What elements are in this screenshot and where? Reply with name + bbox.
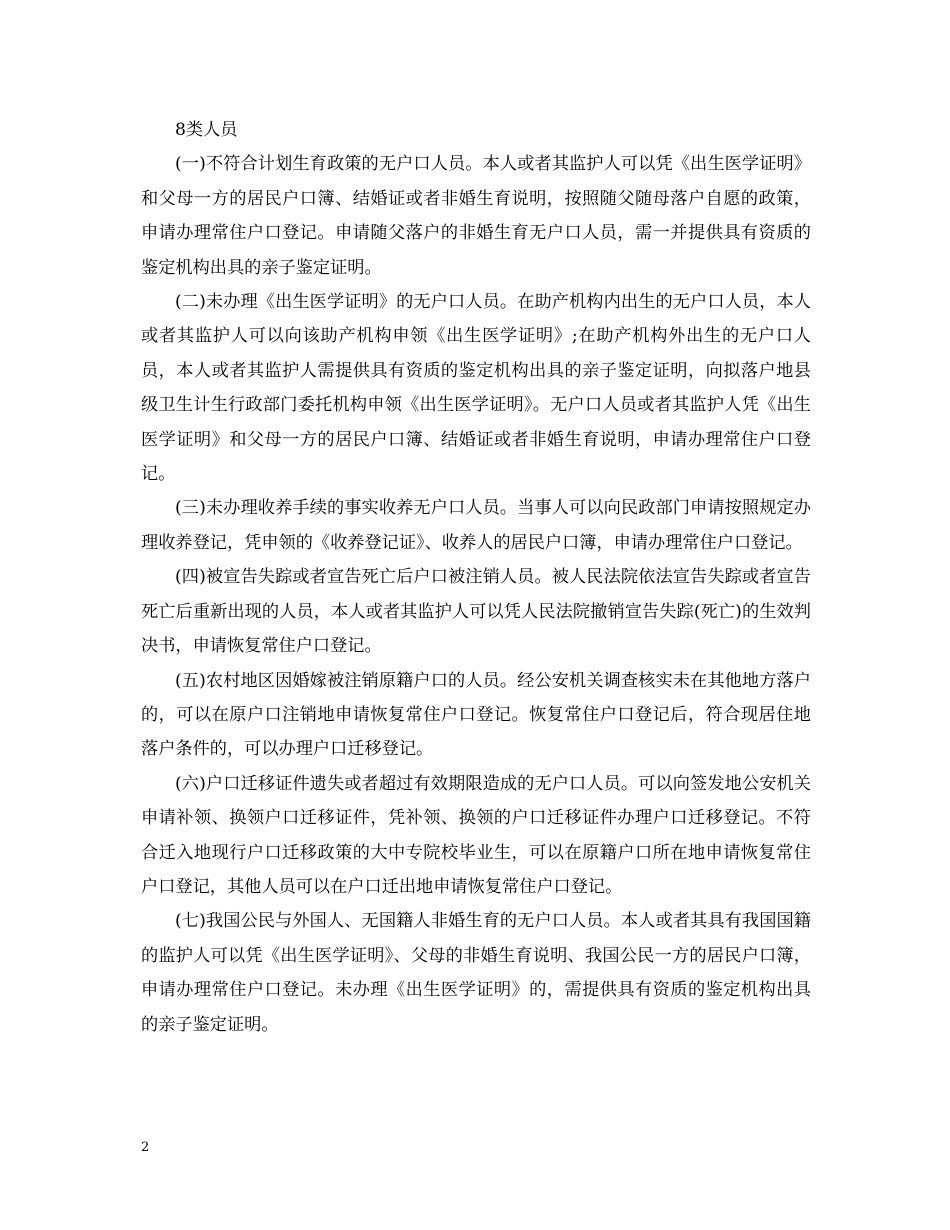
paragraph-1: (一)不符合计划生育政策的无户口人员。本人或者其监护人可以凭《出生医学证明》和父母一方的居民户口簿、结婚证或者非婚生育说明，按照随父随母落户自愿的政策，申请办理常住户口登记。申请随父落户的非婚生育无户口人员，需一并提供具有资质的鉴定机构出具的亲子鉴定证明。	[141, 154, 811, 278]
document-body	[141, 113, 811, 1042]
paragraph-6: (六)户口迁移证件遗失或者超过有效期限造成的无户口人员。可以向签发地公安机关申请补领、换领户口迁移证件，凭补领、换领的户口迁移证件办理户口迁移登记。不符合迁入地现行户口迁移政策的大中专院校毕业生，可以在原籍户口所在地申请恢复常住户口登记，其他人员可以在户口迁出地申请恢复常住户口登记。	[141, 773, 811, 897]
paragraph-4: (四)被宣告失踪或者宣告死亡后户口被注销人员。被人民法院依法宣告失踪或者宣告死亡后重新出现的人员，本人或者其监护人可以凭人民法院撤销宣告失踪(死亡)的生效判决书，申请恢复常住户口登记。	[141, 567, 811, 657]
paragraph-7: (七)我国公民与外国人、无国籍人非婚生育的无户口人员。本人或者其具有我国国籍的监护人可以凭《出生医学证明》、父母的非婚生育说明、我国公民一方的居民户口簿，申请办理常住户口登记。未办理《出生医学证明》的，需提供具有资质的鉴定机构出具的亲子鉴定证明。	[141, 911, 811, 1035]
paragraph-3: (三)未办理收养手续的事实收养无户口人员。当事人可以向民政部门申请按照规定办理收养登记，凭申领的《收养登记证》、收养人的居民户口簿，申请办理常住户口登记。	[141, 498, 811, 553]
page-number: 2	[141, 1140, 150, 1155]
section-heading: 8类人员	[175, 120, 238, 140]
paragraph-2: (二)未办理《出生医学证明》的无户口人员。在助产机构内出生的无户口人员，本人或者其监护人可以向该助产机构申领《出生医学证明》;在助产机构外出生的无户口人员，本人或者其监护人需提供具有资质的鉴定机构出具的亲子鉴定证明，向拟落户地县级卫生计生行政部门委托机构申领《出生医学证明》。无户口人员或者其监护人凭《出生医学证明》和父母一方的居民户口簿、结婚证或者非婚生育说明，申请办理常住户口登记。	[141, 292, 811, 485]
paragraph-5: (五)农村地区因婚嫁被注销原籍户口的人员。经公安机关调查核实未在其他地方落户的，可以在原户口注销地申请恢复常住户口登记。恢复常住户口登记后，符合现居住地落户条件的，可以办理户口迁移登记。	[141, 670, 811, 760]
